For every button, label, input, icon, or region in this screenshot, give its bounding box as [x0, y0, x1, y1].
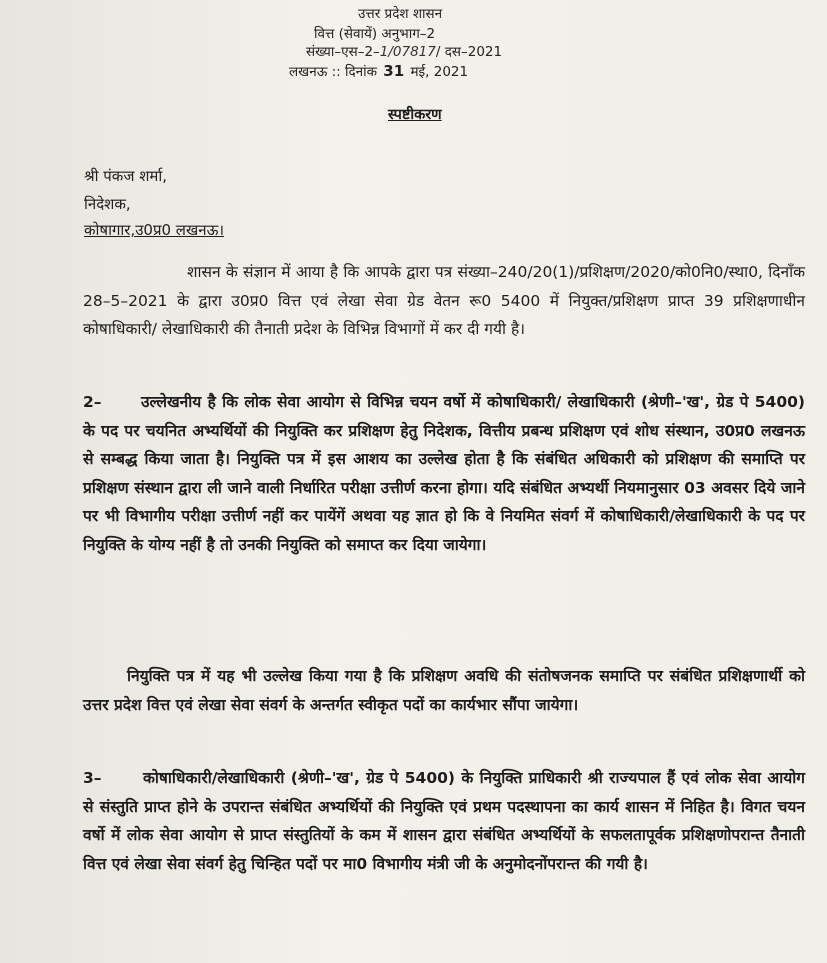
date-day: 31 [383, 62, 405, 80]
paragraph-3-number: 3– [83, 769, 102, 787]
addressee-designation: निदेशक, [84, 195, 131, 213]
reference-prefix: संख्या–एस–2– [306, 44, 380, 60]
addressee-name: श्री पंकज शर्मा, [84, 167, 168, 185]
paragraph-3-text: कोषाधिकारी/लेखाधिकारी (श्रेणी–'ख', ग्रेड पे 5400) के नियुक्ति प्राधिकारी श्री राज्यपाल हैं एवं लोक सेवा आयोग से संस्तुति प्राप्त होने के उपरान्त संबंधित अभ्यर्थियों की नियुक्ति एवं प्रथम पदस्थापना का कार्य शासन में निहित है। विगत चयन वर्षो में लोक सेवा आयोग से प्राप्त संस्तुतियों के कम में शासन द्वारा संबंधित अभ्यर्थियों के सफलतापूर्वक प्रशिक्षणोपरान्त तैनाती वित्त एवं लेखा सेवा संवर्ग हेतु चिन्हित पदों पर मा0 विभागीय मंत्री जी के अनुमोदनोंपरान्त की गयी है। [83, 769, 805, 873]
subject-heading: स्पष्टीकरण [388, 107, 442, 123]
header-reference-number [306, 42, 502, 60]
paragraph-2 [83, 388, 805, 560]
date-prefix: लखनऊ :: दिनांक [289, 64, 377, 80]
paragraph-2-number: 2– [83, 393, 102, 411]
header-department: वित्त (सेवायें) अनुभाग–2 [314, 26, 436, 42]
date-suffix: मई, 2021 [410, 64, 469, 80]
addressee-office: कोषागार,उ0प्र0 लखनऊ। [84, 221, 225, 239]
paragraph-2-text: उल्लेखनीय है कि लोक सेवा आयोग से विभिन्न चयन वर्षो में कोषाधिकारी/ लेखाधिकारी (श्रेणी–'ख', ग्रेड पे 5400) के पद पर चयनित अभ्यर्थियों की नियुक्ति कर प्रशिक्षण हेतु निदेशक, वित्तीय प्रबन्ध प्रशिक्षण एवं शोध संस्थान, उ0प्र0 लखनऊ से सम्बद्ध किया जाता है। नियुक्ति पत्र में इस आशय का उल्लेख होता है कि संबंधित अधिकारी को प्रशिक्षण की समाप्ति पर प्रशिक्षण संस्थान द्वारा ली जाने वाली निर्धारित परीक्षा उत्तीर्ण करना होगा। यदि संबंधित अभ्यर्थी नियमानुसार 03 अवसर दिये जाने पर भी विभागीय परीक्षा उत्तीर्ण नहीं कर पायेंगें अथवा यह ज्ञात हो कि वे नियमित संवर्ग में कोषाधिकारी/लेखाधिकारी के पद पर नियुक्ति के योग्य नहीं है तो उनकी नियुक्ति को समाप्त कर दिया जायेगा। [83, 393, 805, 554]
header-date [289, 62, 468, 80]
paragraph-1: शासन के संज्ञान में आया है कि आपके द्वारा पत्र संख्या–240/20(1)/प्रशिक्षण/2020/को0नि0/स्था0, दिनाँक 28–5–2021 के द्वारा उ0प्र0 वित्त एवं लेखा सेवा ग्रेड वेतन रू0 5400 में नियुक्त/प्रशिक्षण प्राप्त 39 प्रशिक्षणाधीन कोषाधिकारी/ लेखाधिकारी की तैनाती प्रदेश के विभिन्न विभागों में कर दी गयी है। [83, 263, 805, 339]
header-government: उत्तर प्रदेश शासन [358, 6, 443, 22]
reference-handwritten: 1/07817 [379, 44, 436, 60]
paragraph-3 [83, 764, 805, 878]
paragraph-2b: नियुक्ति पत्र में यह भी उल्लेख किया गया है कि प्रशिक्षण अवधि की संतोषजनक समाप्ति पर संबंधित प्रशिक्षणार्थी को उत्तर प्रदेश वित्त एवं लेखा सेवा संवर्ग के अन्तर्गत स्वीकृत पदों का कार्यभार सौंपा जायेगा। [83, 667, 805, 714]
reference-suffix: / दस–2021 [435, 44, 503, 60]
